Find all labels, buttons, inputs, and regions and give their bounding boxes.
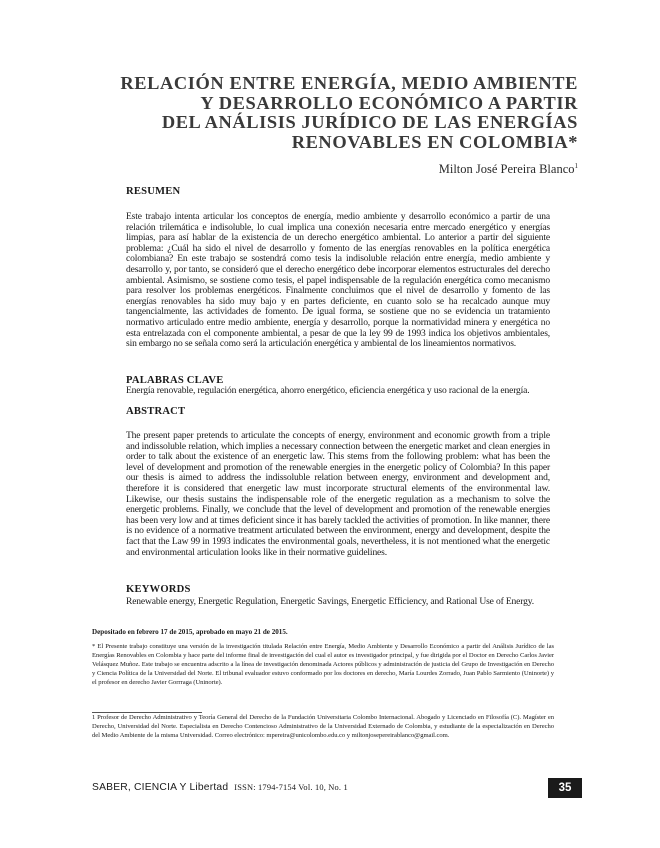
- palabras-clave-text: Energía renovable, regulación energética, ahorro energético, eficiencia energética y uso racional de la energía.: [126, 385, 530, 396]
- journal-name: SABER, CIENCIA Y Libertad: [92, 782, 229, 793]
- page-number: 35: [548, 778, 582, 798]
- resumen-heading: RESUMEN: [126, 186, 181, 197]
- footnote-divider: [92, 712, 202, 713]
- title-line: Y DESARROLLO ECONÓMICO A PARTIR: [200, 92, 578, 113]
- author-name: [439, 162, 578, 177]
- keywords-heading: KEYWORDS: [126, 584, 191, 595]
- author-text: Milton José Pereira Blanco: [438, 162, 575, 177]
- title-line: RELACIÓN ENTRE ENERGÍA, MEDIO AMBIENTE: [120, 73, 578, 93]
- journal-footer: [92, 782, 348, 793]
- abstract-heading: ABSTRACT: [126, 406, 186, 417]
- journal-issn: ISSN: 1794-7154 Vol. 10, No. 1: [234, 783, 348, 792]
- title-line: DEL ANÁLISIS JURÍDICO DE LAS ENERGÍAS: [161, 112, 578, 132]
- palabras-clave-heading: PALABRAS CLAVE: [126, 375, 224, 386]
- article-title: [120, 74, 578, 152]
- author-footnote: 1 Profesor de Derecho Administrativo y Teoría General del Derecho de la Fundación Universitaria Colombo Internacional. Abogado y Licenciado en Filosofía (C). Magíster en Derecho, Universidad del Norte. Especialista en Derecho Contencioso Administrativo de la Universidad Externado de Colombia, y estudiante de la especialización en Derecho del Medio Ambiente de la misma Universidad. Correo electrónico: mpereira@unicolombo.edu.co y miltonjosepereirablanco@gmail.com.: [92, 714, 554, 739]
- research-note: * El Presente trabajo constituye una versión de la investigación titulada Relación entre Energía, Medio Ambiente y Desarrollo Económico a partir del Análisis Jurídico de las Energías Renovables en Colombia y hace parte del informe final de investigación del cual el autor es investigador principal, y fue dirigida por el Doctor en Derecho Carlos Javier Velásquez Muñoz. Este trabajo se encuentra adscrito a la línea de investigación denominada Actores públicos y administración de justicia del Grupo de Investigación en Derecho y Ciencia Política de la Universidad del Norte. El tribunal evaluador estuvo conformado por los doctores en derecho, María Lourdes Zorrado, Juan Pablo Sarmiento (Uninorte) y el profesor en derecho Javier Gorrraga (Uninorte).: [92, 643, 554, 686]
- keywords-text: Renewable energy, Energetic Regulation, Energetic Savings, Energetic Efficiency, and Rational Use of Energy.: [126, 596, 534, 607]
- author-footnote-mark: 1: [574, 162, 578, 170]
- resumen-text: Este trabajo intenta articular los conceptos de energía, medio ambiente y desarrollo económico a partir de una relación trilemática e indisoluble, lo cual implica una conexión necesaria entre mercado energético y energías limpias, para así hablar de la existencia de un derecho energético ambiental. Lo anterior a partir del siguiente problema: ¿Cuál ha sido el nivel de desarrollo y fomento de las energías renovables en la política energética colombiana? En este trabajo se sostendrá como tesis la indisoluble relación entre energía, medio ambiente y desarrollo y, por tanto, se consideró que el derecho energético debe incorporar elementos estructurales del derecho ambiental. Asimismo, se sostiene como tesis, el papel indispensable de la regulación energética como mecanismo para resolver los problemas energéticos. Finalmente concluimos que el nivel de desarrollo y fomento de las energías renovables ha sido muy bajo y en partes deficiente, en cuanto solo se ha recalcado aunque muy tangencialmente, las actividades de fomento. De igual forma, se sostiene que no se evidencia un tratamiento normativo articulado entre medio ambiente, energía y desarrollo, porque la normatividad minera y energética no esta entrelazada con el componente ambiental, a pesar de que la ley 99 de 1993 indica los objetivos ambientales, sin embargo no se señala como será la articulación energética y ambiental de los lineamientos normativos.: [126, 211, 550, 350]
- deposit-date-note: Depositado en febrero 17 de 2015, aprobado en mayo 21 de 2015.: [92, 628, 288, 636]
- title-line: RENOVABLES EN COLOMBIA*: [291, 131, 578, 152]
- abstract-text: The present paper pretends to articulate the concepts of energy, environment and economic growth from a triple and indissoluble relation, which implies a necessary connection between the energetic market and clean energies in order to talk about the existence of an energetic law. This stems from the following problem: what has been the level of development and promotion of the renewable energies in the energetic policy of Colombia? In this paper our thesis is aimed to address the indissoluble relation between energy, environment and development and, therefore it is considered that energetic law must incorporate structural elements of the environmental law. Likewise, our thesis sustains the indispensable role of the energetic regulation as a mechanism to solve the energetic problems. Finally, we conclude that the level of development and promotion of the renewable energies has been very low and at times deficient since it has barely tackled the activities of promotion. In like manner, there is no evidence of a normative treatment articulated between the environment, energy and development, despite the fact that the Law 99 in 1993 indicates the environmental goals, nevertheless, it is not mentioned what the energetic and environmental articulation looks like in their normative guidelines.: [126, 430, 550, 558]
